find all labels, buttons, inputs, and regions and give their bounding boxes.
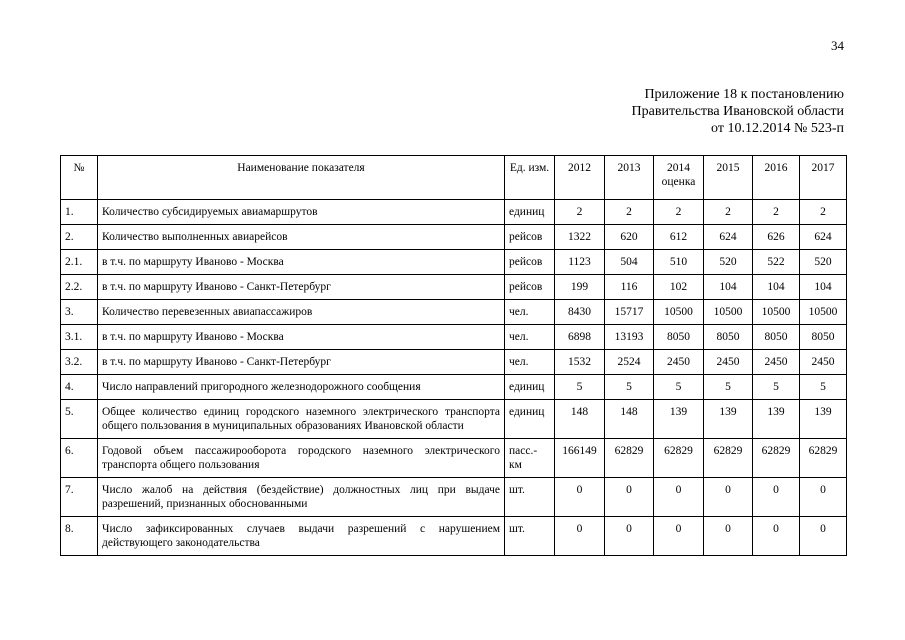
- value-cell: 10500: [704, 300, 753, 325]
- value-cell: 139: [704, 400, 753, 439]
- indicator-name: в т.ч. по маршруту Иваново - Москва: [98, 325, 505, 350]
- indicator-name: в т.ч. по маршруту Иваново - Санкт-Петербург: [98, 275, 505, 300]
- value-cell: 148: [555, 400, 605, 439]
- row-number: 2.: [61, 225, 98, 250]
- value-cell: 104: [753, 275, 800, 300]
- value-cell: 2: [800, 200, 847, 225]
- unit-cell: рейсов: [505, 250, 555, 275]
- value-cell: 104: [800, 275, 847, 300]
- header-2016: 2016: [753, 156, 800, 200]
- value-cell: 0: [800, 478, 847, 517]
- value-cell: 62829: [753, 439, 800, 478]
- unit-cell: чел.: [505, 325, 555, 350]
- value-cell: 624: [800, 225, 847, 250]
- indicator-name: в т.ч. по маршруту Иваново - Москва: [98, 250, 505, 275]
- value-cell: 522: [753, 250, 800, 275]
- value-cell: 626: [753, 225, 800, 250]
- value-cell: 166149: [555, 439, 605, 478]
- value-cell: 10500: [654, 300, 704, 325]
- value-cell: 139: [654, 400, 704, 439]
- value-cell: 2450: [753, 350, 800, 375]
- table-row: [61, 350, 847, 375]
- table-body: [61, 200, 847, 556]
- value-cell: 104: [704, 275, 753, 300]
- indicators-table: [60, 155, 847, 556]
- row-number: 3.: [61, 300, 98, 325]
- row-number: 3.1.: [61, 325, 98, 350]
- value-cell: 5: [654, 375, 704, 400]
- value-cell: 62829: [605, 439, 654, 478]
- indicator-name: Количество субсидируемых авиамаршрутов: [98, 200, 505, 225]
- value-cell: 8050: [753, 325, 800, 350]
- value-cell: 2: [654, 200, 704, 225]
- value-cell: 2450: [704, 350, 753, 375]
- value-cell: 116: [605, 275, 654, 300]
- indicator-name: Число жалоб на действия (бездействие) должностных лиц при выдаче разрешений, признанных обоснованными: [98, 478, 505, 517]
- table-row: [61, 275, 847, 300]
- row-number: 4.: [61, 375, 98, 400]
- indicator-name: Количество перевезенных авиапассажиров: [98, 300, 505, 325]
- appendix-header: [632, 86, 844, 137]
- header-2014-note: оценка: [661, 176, 696, 188]
- value-cell: 5: [753, 375, 800, 400]
- value-cell: 13193: [605, 325, 654, 350]
- unit-cell: пасс.-км: [505, 439, 555, 478]
- table-row: [61, 200, 847, 225]
- value-cell: 520: [800, 250, 847, 275]
- value-cell: 2: [704, 200, 753, 225]
- value-cell: 0: [555, 478, 605, 517]
- value-cell: 2524: [605, 350, 654, 375]
- value-cell: 2450: [800, 350, 847, 375]
- row-number: 2.1.: [61, 250, 98, 275]
- unit-cell: шт.: [505, 517, 555, 556]
- row-number: 5.: [61, 400, 98, 439]
- value-cell: 2: [605, 200, 654, 225]
- value-cell: 8050: [704, 325, 753, 350]
- unit-cell: единиц: [505, 375, 555, 400]
- value-cell: 0: [605, 517, 654, 556]
- value-cell: 612: [654, 225, 704, 250]
- value-cell: 0: [704, 517, 753, 556]
- header-2012: 2012: [555, 156, 605, 200]
- value-cell: 15717: [605, 300, 654, 325]
- value-cell: 0: [654, 517, 704, 556]
- header-unit: Ед. изм.: [505, 156, 555, 200]
- value-cell: 6898: [555, 325, 605, 350]
- header-2017: 2017: [800, 156, 847, 200]
- row-number: 3.2.: [61, 350, 98, 375]
- value-cell: 510: [654, 250, 704, 275]
- indicator-name: Общее количество единиц городского наземного электрического транспорта общего пользования в муниципальных образованиях Ивановской области: [98, 400, 505, 439]
- indicator-name: Годовой объем пассажирооборота городского наземного электрического транспорта общего пользования: [98, 439, 505, 478]
- value-cell: 10500: [753, 300, 800, 325]
- value-cell: 0: [605, 478, 654, 517]
- row-number: 6.: [61, 439, 98, 478]
- value-cell: 102: [654, 275, 704, 300]
- value-cell: 199: [555, 275, 605, 300]
- appendix-line-2: Правительства Ивановской области: [631, 104, 844, 119]
- header-2014: [654, 156, 704, 200]
- value-cell: 2: [555, 200, 605, 225]
- table-row: [61, 325, 847, 350]
- unit-cell: единиц: [505, 400, 555, 439]
- table-row: [61, 225, 847, 250]
- unit-cell: чел.: [505, 350, 555, 375]
- value-cell: 1123: [555, 250, 605, 275]
- value-cell: 2450: [654, 350, 704, 375]
- unit-cell: шт.: [505, 478, 555, 517]
- table-header-row: [61, 156, 847, 200]
- value-cell: 8050: [800, 325, 847, 350]
- value-cell: 0: [753, 517, 800, 556]
- page-number: 34: [831, 38, 844, 53]
- header-2014-year: 2014: [667, 162, 690, 174]
- table-row: [61, 300, 847, 325]
- appendix-line-3: от 10.12.2014 № 523-п: [711, 121, 844, 136]
- value-cell: 139: [800, 400, 847, 439]
- value-cell: 8430: [555, 300, 605, 325]
- row-number: 1.: [61, 200, 98, 225]
- value-cell: 1532: [555, 350, 605, 375]
- value-cell: 2: [753, 200, 800, 225]
- unit-cell: чел.: [505, 300, 555, 325]
- value-cell: 0: [704, 478, 753, 517]
- value-cell: 148: [605, 400, 654, 439]
- indicator-name: в т.ч. по маршруту Иваново - Санкт-Петербург: [98, 350, 505, 375]
- value-cell: 62829: [654, 439, 704, 478]
- value-cell: 5: [555, 375, 605, 400]
- indicator-name: Число направлений пригородного железнодорожного сообщения: [98, 375, 505, 400]
- row-number: 2.2.: [61, 275, 98, 300]
- table-row: [61, 439, 847, 478]
- value-cell: 520: [704, 250, 753, 275]
- value-cell: 0: [555, 517, 605, 556]
- table-row: [61, 400, 847, 439]
- value-cell: 10500: [800, 300, 847, 325]
- value-cell: 504: [605, 250, 654, 275]
- value-cell: 620: [605, 225, 654, 250]
- value-cell: 0: [753, 478, 800, 517]
- header-num: №: [61, 156, 98, 200]
- unit-cell: рейсов: [505, 225, 555, 250]
- value-cell: 139: [753, 400, 800, 439]
- value-cell: 62829: [704, 439, 753, 478]
- value-cell: 1322: [555, 225, 605, 250]
- header-2015: 2015: [704, 156, 753, 200]
- indicator-name: Число зафиксированных случаев выдачи разрешений с нарушением действующего законодательства: [98, 517, 505, 556]
- value-cell: 5: [800, 375, 847, 400]
- value-cell: 5: [605, 375, 654, 400]
- unit-cell: единиц: [505, 200, 555, 225]
- header-name: Наименование показателя: [98, 156, 505, 200]
- table-row: [61, 517, 847, 556]
- value-cell: 0: [800, 517, 847, 556]
- row-number: 8.: [61, 517, 98, 556]
- table-row: [61, 375, 847, 400]
- value-cell: 62829: [800, 439, 847, 478]
- value-cell: 8050: [654, 325, 704, 350]
- header-2013: 2013: [605, 156, 654, 200]
- value-cell: 624: [704, 225, 753, 250]
- unit-cell: рейсов: [505, 275, 555, 300]
- row-number: 7.: [61, 478, 98, 517]
- table-row: [61, 478, 847, 517]
- value-cell: 5: [704, 375, 753, 400]
- table-row: [61, 250, 847, 275]
- appendix-line-1: Приложение 18 к постановлению: [644, 87, 844, 102]
- indicator-name: Количество выполненных авиарейсов: [98, 225, 505, 250]
- value-cell: 0: [654, 478, 704, 517]
